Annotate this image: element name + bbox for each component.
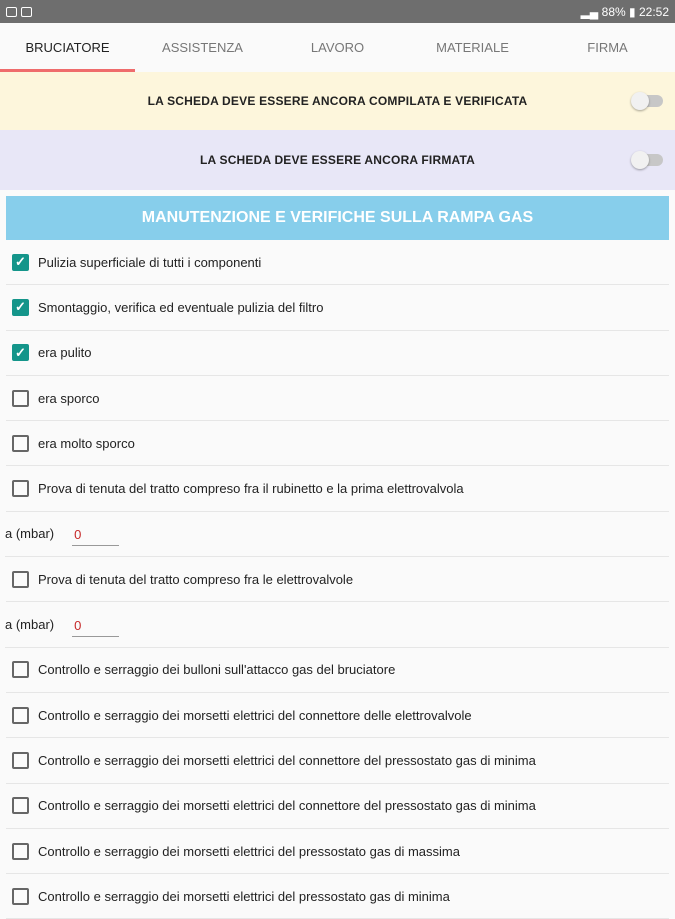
checklist-item-label: Controllo e serraggio dei bulloni sull'attacco gas del bruciatore xyxy=(38,662,396,678)
checklist-item[interactable] xyxy=(6,557,669,602)
checkbox[interactable] xyxy=(12,797,29,814)
checklist-item-label: era sporco xyxy=(38,390,100,406)
checklist-item-label: Controllo e serraggio dei morsetti elettrici del connettore del pressostato gas di minima xyxy=(38,798,536,814)
pressure-input-row xyxy=(5,602,669,647)
checkbox[interactable] xyxy=(12,435,29,452)
checklist-item[interactable] xyxy=(6,466,669,511)
status-bar xyxy=(0,0,675,23)
compile-banner-text: LA SCHEDA DEVE ESSERE ANCORA COMPILATA E VERIFICATA xyxy=(147,94,528,108)
clock: 22:52 xyxy=(638,4,669,19)
checklist-item-label: era pulito xyxy=(38,345,92,361)
tab-materiale[interactable]: MATERIALE xyxy=(436,40,509,55)
checklist xyxy=(0,240,675,919)
checklist-item[interactable] xyxy=(6,784,669,829)
checkbox[interactable]: ✓ xyxy=(12,344,29,361)
checklist-item-label: Controllo e serraggio dei morsetti elettrici del connettore del pressostato gas di minima xyxy=(38,752,536,768)
battery-icon: ▮ xyxy=(625,4,639,19)
sign-banner xyxy=(0,130,675,190)
checklist-item[interactable] xyxy=(6,648,669,693)
checklist-item[interactable] xyxy=(6,738,669,783)
checklist-item-label: Prova di tenuta del tratto compreso fra le elettrovalvole xyxy=(38,571,354,587)
checkbox[interactable] xyxy=(12,571,29,588)
section-title: MANUTENZIONE E VERIFICHE SULLA RAMPA GAS xyxy=(6,196,669,240)
tab-firma[interactable]: FIRMA xyxy=(587,40,628,55)
checkbox[interactable] xyxy=(12,752,29,769)
checkbox[interactable] xyxy=(12,390,29,407)
pressure-input[interactable]: 0 xyxy=(72,618,119,637)
checkbox[interactable] xyxy=(12,480,29,497)
checklist-item-label: Smontaggio, verifica ed eventuale pulizia del filtro xyxy=(38,299,324,315)
checklist-item-label: Prova di tenuta del tratto compreso fra il rubinetto e la prima elettrovalvola xyxy=(38,481,464,497)
sign-toggle[interactable] xyxy=(633,154,663,166)
checkbox[interactable]: ✓ xyxy=(12,254,29,271)
checklist-item-label: era molto sporco xyxy=(38,435,135,451)
checkbox[interactable] xyxy=(12,707,29,724)
checklist-item-label: Controllo e serraggio dei morsetti elettrici del pressostato gas di minima xyxy=(38,888,450,904)
checklist-item-label: Pulizia superficiale di tutti i componenti xyxy=(38,254,262,270)
tab-lavoro[interactable]: LAVORO xyxy=(310,40,365,55)
checklist-item[interactable] xyxy=(6,331,669,376)
checklist-item[interactable] xyxy=(6,285,669,330)
signal-icon: ▂▄ xyxy=(580,4,602,19)
checklist-item-label: Controllo e serraggio dei morsetti elettrici del connettore delle elettrovalvole xyxy=(38,707,472,723)
checkbox[interactable] xyxy=(12,888,29,905)
tab-bruciatore[interactable]: BRUCIATORE xyxy=(0,23,135,72)
tab-bar xyxy=(0,23,675,72)
checkbox[interactable] xyxy=(12,661,29,678)
image-notification-icon xyxy=(21,7,32,17)
checkbox[interactable] xyxy=(12,843,29,860)
tab-assistenza[interactable]: ASSISTENZA xyxy=(162,40,243,55)
battery-level: 88% xyxy=(601,4,626,19)
pressure-input-row xyxy=(5,512,669,557)
checklist-item[interactable] xyxy=(6,376,669,421)
pressure-label: a (mbar) xyxy=(5,526,55,542)
pressure-input[interactable]: 0 xyxy=(72,527,119,546)
sign-banner-text: LA SCHEDA DEVE ESSERE ANCORA FIRMATA xyxy=(200,153,475,167)
checklist-item[interactable] xyxy=(6,829,669,874)
checklist-item-label: Controllo e serraggio dei morsetti elettrici del pressostato gas di massima xyxy=(38,843,460,859)
checklist-item[interactable] xyxy=(6,240,669,285)
checkbox[interactable]: ✓ xyxy=(12,299,29,316)
compile-banner xyxy=(0,72,675,130)
checklist-item[interactable] xyxy=(6,693,669,738)
checklist-item[interactable] xyxy=(6,421,669,466)
compile-toggle[interactable] xyxy=(633,95,663,107)
checklist-item[interactable] xyxy=(6,874,669,919)
mail-notification-icon xyxy=(6,7,17,17)
pressure-label: a (mbar) xyxy=(5,617,55,633)
